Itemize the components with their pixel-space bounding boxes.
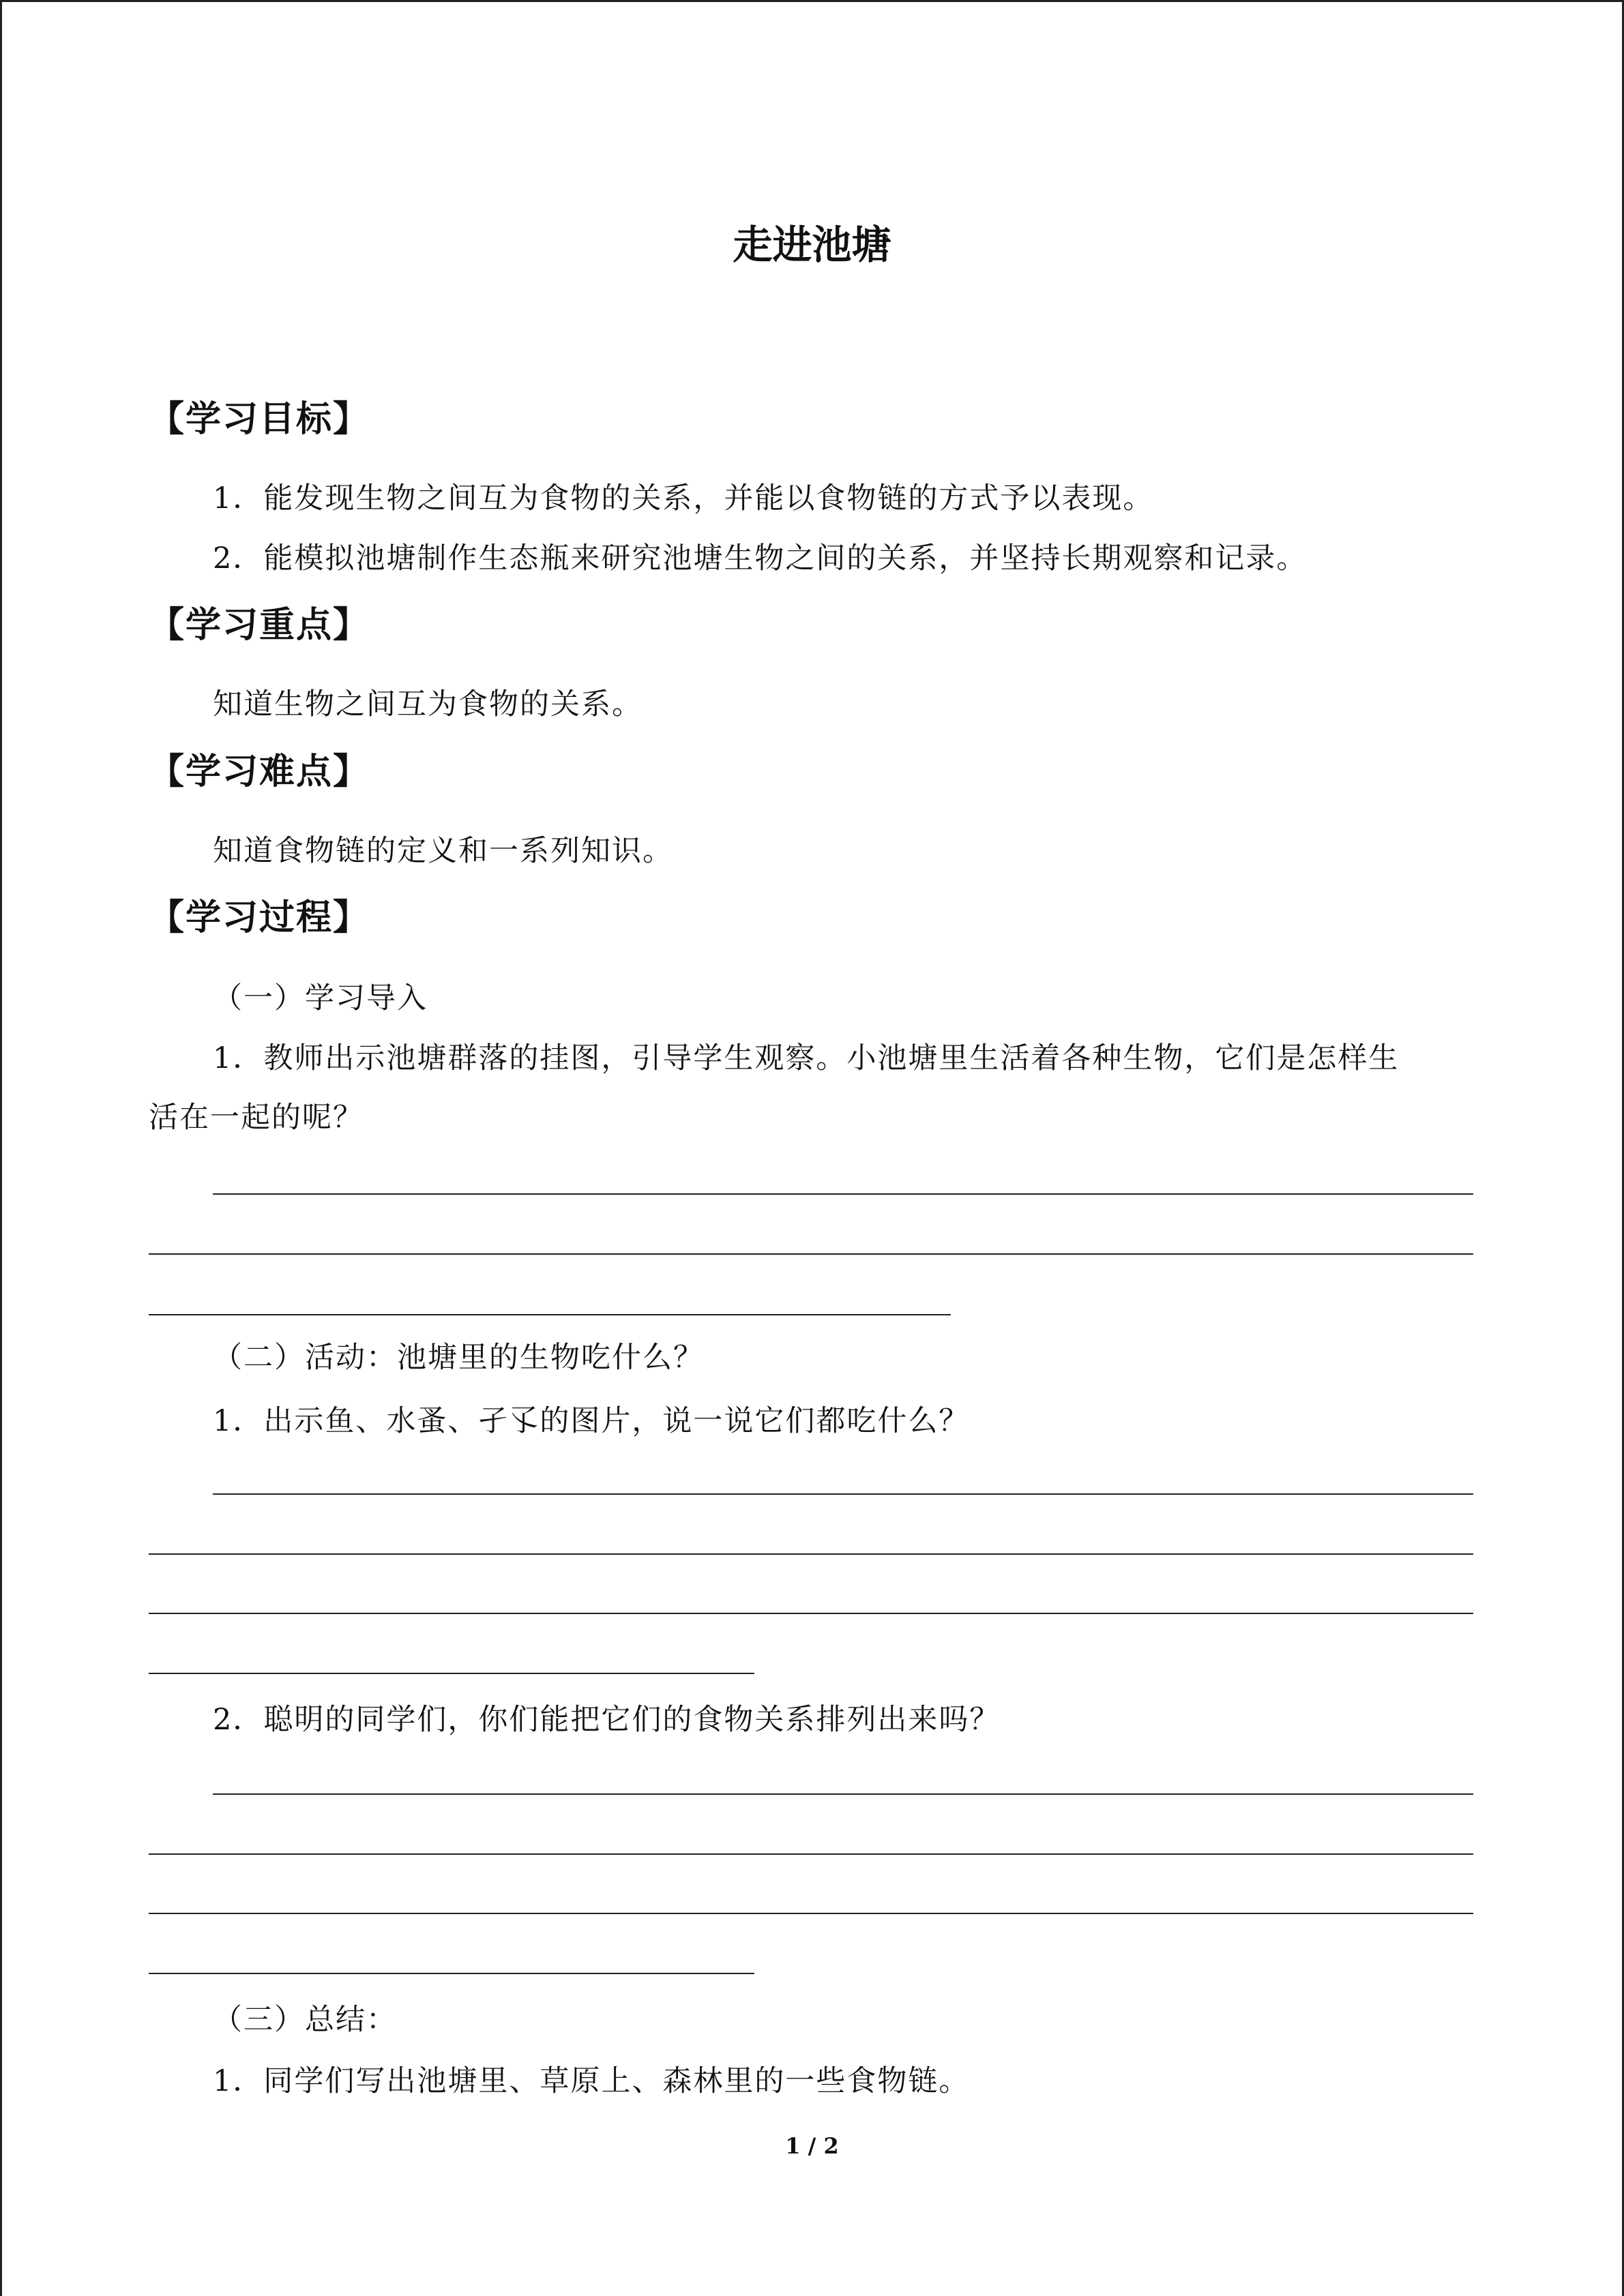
answer-line[interactable] bbox=[213, 1493, 1473, 1495]
heading-learning-process: 【学习过程】 bbox=[149, 897, 370, 938]
part1-question-1-line-1: 1．教师出示池塘群落的挂图，引导学生观察。小池塘里生活着各种生物，它们是怎样生 bbox=[213, 1041, 1400, 1075]
answer-line[interactable] bbox=[149, 1613, 1473, 1614]
part2-question-1: 1．出示鱼、水蚤、孑孓的图片，说一说它们都吃什么？ bbox=[213, 1404, 970, 1438]
answer-line[interactable] bbox=[149, 1673, 754, 1674]
answer-line[interactable] bbox=[149, 1553, 1473, 1555]
part1-question-1-line-2: 活在一起的呢？ bbox=[149, 1101, 364, 1135]
part2-title: （二）活动：池塘里的生物吃什么？ bbox=[213, 1341, 704, 1375]
answer-line[interactable] bbox=[149, 1314, 951, 1315]
key-points-text: 知道生物之间互为食物的关系。 bbox=[213, 687, 643, 721]
difficulties-text: 知道食物链的定义和一系列知识。 bbox=[213, 834, 673, 868]
answer-line[interactable] bbox=[149, 1253, 1473, 1255]
heading-difficulties: 【学习难点】 bbox=[149, 751, 370, 792]
page-number: 1 / 2 bbox=[785, 2133, 839, 2159]
part2-question-2: 2．聪明的同学们，你们能把它们的食物关系排列出来吗？ bbox=[213, 1703, 1001, 1737]
page-title: 走进池塘 bbox=[733, 222, 891, 268]
goal-item-2: 2．能模拟池塘制作生态瓶来研究池塘生物之间的关系，并坚持长期观察和记录。 bbox=[213, 541, 1308, 576]
goal-item-1: 1．能发现生物之间互为食物的关系，并能以食物链的方式予以表现。 bbox=[213, 481, 1154, 516]
part1-title: （一）学习导入 bbox=[213, 981, 428, 1015]
answer-line[interactable] bbox=[213, 1793, 1473, 1795]
part3-title: （三）总结： bbox=[213, 2003, 397, 2037]
heading-key-points: 【学习重点】 bbox=[149, 605, 370, 646]
answer-line[interactable] bbox=[149, 1973, 754, 1974]
answer-line[interactable] bbox=[149, 1853, 1473, 1855]
answer-line[interactable] bbox=[149, 1913, 1473, 1914]
part3-question-1: 1．同学们写出池塘里、草原上、森林里的一些食物链。 bbox=[213, 2064, 970, 2098]
answer-line[interactable] bbox=[213, 1193, 1473, 1195]
heading-learning-goals: 【学习目标】 bbox=[149, 399, 370, 440]
